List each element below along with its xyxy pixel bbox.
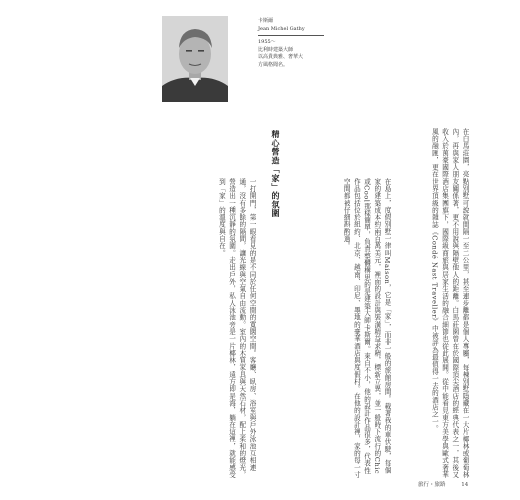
caption-desc-line-2: 以高貴典雅、奢華大 <box>258 54 304 60</box>
portrait-image <box>162 16 228 102</box>
caption-name-en: Jean Michel Gathy <box>258 25 305 32</box>
body-column-1 <box>398 128 470 480</box>
caption-years: 1955～ <box>258 39 276 45</box>
body-column-3 <box>167 178 257 480</box>
body-paragraph-1: 在白馬莊園，亮點別墅可說就間隔一至二公里，甚至連步離都是個人專屬，每棟別墅隱藏在一大片椰林或葡萄林內，再與家人朋友關係著，更不用說與隔壁他人的距離。白馬莊園曾在於國際頂尖酒店的經典代表之一，其後又收入於萬豪國際酒店集團旗下，國際級商旅與居家生活的融合細節也從此展開。從中能看見東方美學與歐式奢華風的融匯，更在世界頂級的雜誌《Condé Nast Traveller》中被評為最值得一去的酒店之一。 <box>430 128 469 479</box>
page-number: 14 <box>461 482 469 488</box>
portrait-photo <box>162 16 228 102</box>
body-paragraph-2: 在島上，度假別墅一律叫Maison，它是「家」，而非一般的旅館房間。載著我的車伏駛，每個家的建築成本約兩百萬美元，裡面的設計與裝潢精益求精，標新立異，並一般時下流行的Chic或Cool那樣簡單，負責整體構思的是建築大師卡斯爾。來自不小，他的設計作品很多，代表性作品包括位於紐約、北京、越南、印尼、墨地的豪華酒店與度假村。在他的設計裡，家的每一寸空間都被仔細斟酌過。 <box>342 178 391 479</box>
body-paragraph-3: 一打開門，第一眼看見的是不同於任何空間的寬闊空間。客廳、臥房、浴室與戶外泳池互相連通，沒有多餘的隔間，讓光線與空氣自由流動。室內的木質家具與天然石材，配上柔和的燈光，營造出一種沉靜的氛圍。走出戶外，私人泳池旁是一片椰林，遠方即是海，躺在這裡，就能感受到「家」的溫度與自在。 <box>217 178 256 479</box>
section-heading: 精心營造「家」的氛圍 <box>271 130 280 218</box>
body-column-2 <box>262 178 392 480</box>
page-footer <box>418 480 468 488</box>
caption-desc-line-1: 比利時建築大師 <box>258 46 294 53</box>
caption-divider <box>258 35 324 36</box>
caption-block <box>258 18 358 69</box>
caption-desc-line-3: 方風格聞名。 <box>258 61 289 68</box>
footer-label: 旅行・旅路 <box>418 482 446 488</box>
caption-name-zh: 卡斯爾 <box>258 18 274 24</box>
